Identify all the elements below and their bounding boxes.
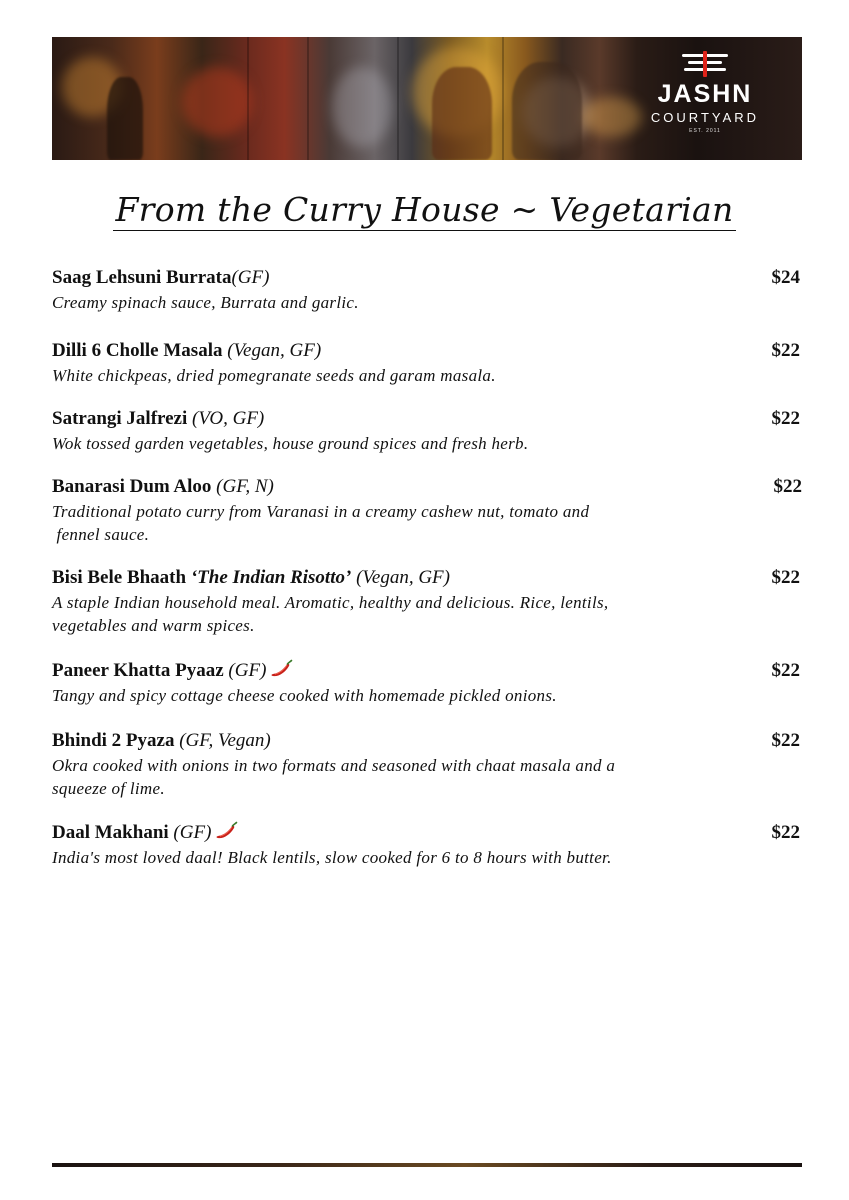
logo-title: JASHN (657, 80, 753, 108)
item-tags: (VO, GF) (192, 408, 265, 429)
header-banner (52, 37, 802, 160)
item-description-line: vegetables and warm spices. (52, 616, 255, 635)
item-tags: (GF) (173, 822, 212, 843)
item-name: Bisi Bele Bhaath (52, 567, 187, 588)
item-tags: (GF, N) (216, 476, 274, 497)
item-description (52, 846, 800, 869)
page-title-text: From the Curry House ~ Vegetarian (115, 190, 734, 229)
item-description-line: India's most loved daal! Black lentils, slow cooked for 6 to 8 hours with butter. (52, 848, 612, 867)
menu-item (52, 407, 800, 455)
chili-pepper-icon (215, 821, 239, 841)
brand-logo (630, 51, 780, 135)
item-price: $24 (771, 267, 800, 288)
item-description-line: Traditional potato curry from Varanasi in a creamy cashew nut, tomato and (52, 502, 590, 521)
item-name: Dilli 6 Cholle Masala (52, 340, 223, 361)
item-description-line: Tangy and spicy cottage cheese cooked with homemade pickled onions. (52, 686, 557, 705)
item-tags: (Vegan, GF) (356, 567, 450, 588)
item-description (52, 432, 800, 455)
menu-item (52, 266, 800, 314)
footer-divider (52, 1163, 802, 1167)
item-name: Paneer Khatta Pyaaz (52, 660, 224, 681)
logo-mark-icon (682, 51, 728, 77)
item-description-line: Wok tossed garden vegetables, house ground spices and fresh herb. (52, 434, 529, 453)
item-price: $22 (771, 567, 800, 588)
logo-est: EST. 2011 (689, 128, 721, 134)
page-title (0, 186, 849, 234)
item-description-line: squeeze of lime. (52, 779, 165, 798)
item-price: $22 (771, 408, 800, 429)
menu-item (52, 821, 800, 869)
item-description (52, 754, 800, 800)
item-name: Bhindi 2 Pyaza (52, 730, 175, 751)
item-description (52, 291, 800, 314)
menu-item (52, 659, 800, 707)
item-description-line: Creamy spinach sauce, Burrata and garlic. (52, 293, 359, 312)
item-name: Satrangi Jalfrezi (52, 408, 188, 429)
item-price: $22 (773, 476, 802, 497)
item-description (52, 364, 800, 387)
item-name: Daal Makhani (52, 822, 169, 843)
item-name-subtitle: ‘The Indian Risotto’ (190, 567, 352, 588)
item-tags: (Vegan, GF) (227, 340, 322, 361)
menu-item (52, 475, 800, 546)
item-description (52, 684, 800, 707)
item-price: $22 (771, 730, 800, 751)
item-description (52, 591, 800, 637)
item-price: $22 (771, 660, 800, 681)
menu-item (52, 729, 800, 800)
item-description-line: White chickpeas, dried pomegranate seeds and garam masala. (52, 366, 496, 385)
item-description (52, 500, 800, 546)
menu-item (52, 339, 800, 387)
item-tags: (GF) (228, 660, 267, 681)
item-description-line: Okra cooked with onions in two formats and seasoned with chaat masala and a (52, 756, 616, 775)
logo-subtitle: COURTYARD (650, 110, 760, 125)
item-name: Saag Lehsuni Burrata (52, 267, 232, 288)
menu-item (52, 566, 800, 637)
item-tags: (GF) (231, 267, 270, 288)
item-price: $22 (771, 340, 800, 361)
item-price: $22 (771, 822, 800, 843)
item-description-line: A staple Indian household meal. Aromatic, healthy and delicious. Rice, lentils, (52, 593, 609, 612)
chili-pepper-icon (270, 659, 294, 679)
item-tags: (GF, Vegan) (179, 730, 271, 751)
item-description-line: fennel sauce. (52, 525, 150, 544)
item-name: Banarasi Dum Aloo (52, 476, 212, 497)
